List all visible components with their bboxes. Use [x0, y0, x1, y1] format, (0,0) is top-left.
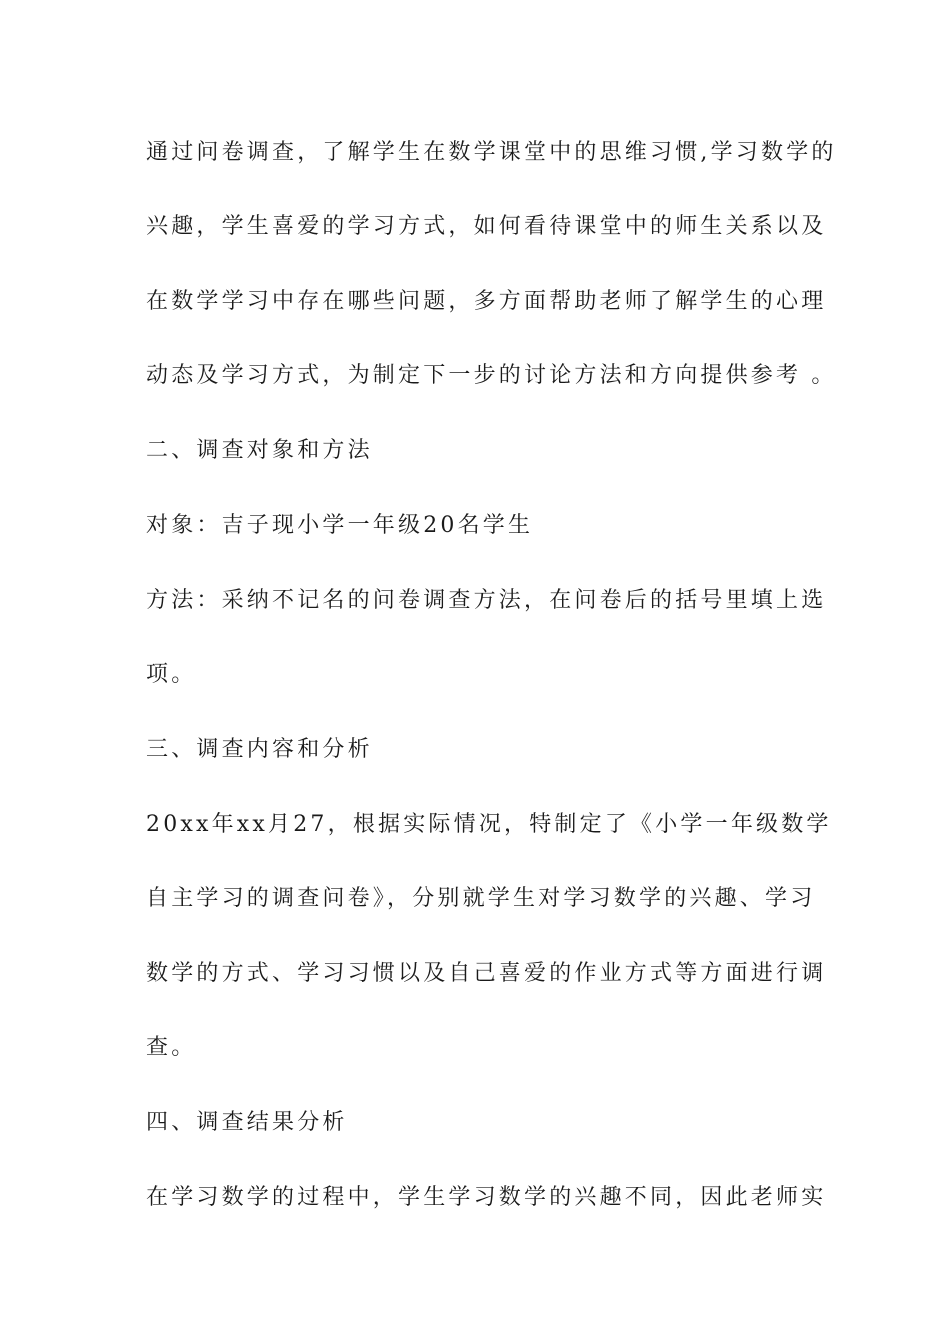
paragraph-line: 兴趣，学生喜爱的学习方式，如何看待课堂中的师生关系以及: [146, 214, 827, 239]
section-heading: 三、调查内容和分析: [146, 737, 373, 762]
paragraph-line: 对象：吉子现小学一年级20名学生: [146, 513, 534, 538]
paragraph-line: 项。: [146, 662, 197, 687]
section-heading: 四、调查结果分析: [146, 1110, 348, 1135]
section-heading: 二、调查对象和方法: [146, 438, 373, 463]
paragraph-line: 在学习数学的过程中，学生学习数学的兴趣不同，因此老师实: [146, 1185, 827, 1210]
paragraph-line: 方法：采纳不记名的问卷调查方法，在问卷后的括号里填上选: [146, 588, 827, 613]
paragraph-line: 20xx年xx月27，根据实际情况，特制定了《小学一年级数学: [146, 812, 832, 837]
paragraph-line: 查。: [146, 1035, 197, 1060]
paragraph-line: 通过问卷调查，了解学生在数学课堂中的思维习惯,学习数学的: [146, 140, 837, 165]
paragraph-line: 动态及学习方式，为制定下一步的讨论方法和方向提供参考 。: [146, 363, 837, 388]
paragraph-line: 数学的方式、学习习惯以及自己喜爱的作业方式等方面进行调: [146, 961, 827, 986]
paragraph-line: 自主学习的调查问卷》，分别就学生对学习数学的兴趣、学习: [146, 886, 816, 911]
paragraph-line: 在数学学习中存在哪些问题，多方面帮助老师了解学生的心理: [146, 289, 827, 314]
